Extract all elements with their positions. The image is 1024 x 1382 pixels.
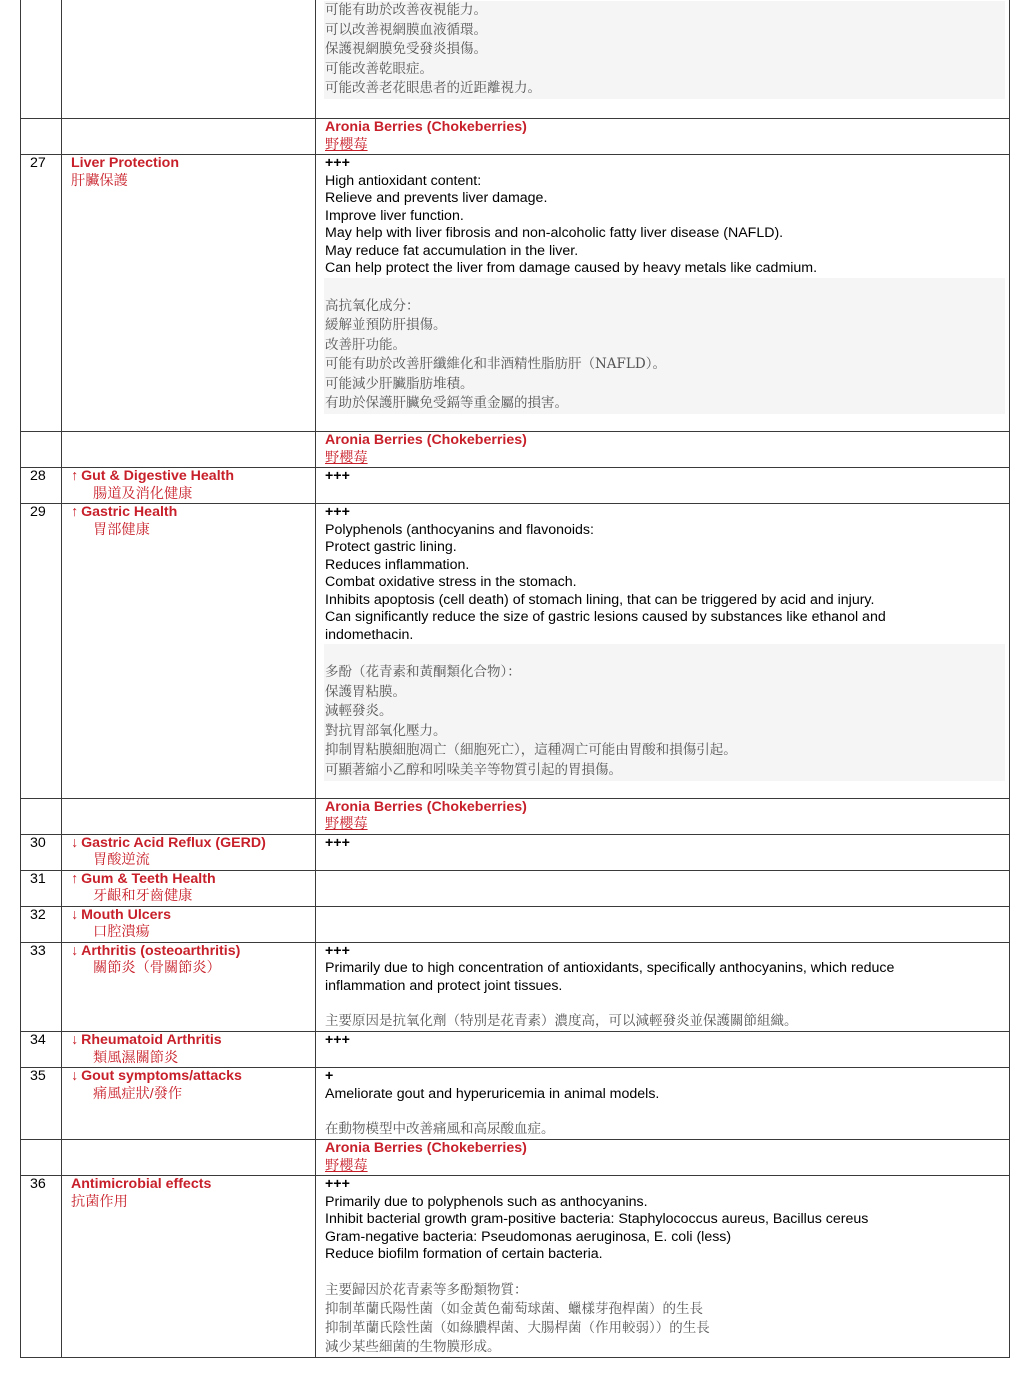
topic-label: Arthritis (osteoarthritis): [81, 942, 241, 959]
arrow-down-icon: ↓: [71, 906, 79, 923]
rating: +++: [325, 468, 350, 485]
topic-label: Gut & Digestive Health: [81, 468, 235, 485]
en-line: Can help protect the liver from damage caused by heavy metals like cadmium.: [325, 260, 818, 276]
topic-name-zh: 胃酸逆流: [93, 852, 150, 869]
topic-name-zh: 抗菌作用: [71, 1193, 128, 1210]
topic-label: Rheumatoid Arthritis: [81, 1032, 222, 1049]
table-row-29: [21, 504, 1010, 799]
zh-line: 有助於保護肝臟免受鎘等重金屬的損害。: [325, 395, 568, 412]
topic-label: Mouth Ulcers: [81, 906, 171, 923]
en-line: Inhibit bacterial growth gram-positive bacteria: Staphylococcus aureus, Bacillus cereus: [325, 1211, 869, 1228]
zh-line: 可能有助於改善肝纖維化和非酒精性脂肪肝（NAFLD）。: [325, 356, 666, 373]
row-number-cell: [21, 798, 62, 834]
topic-name-zh: 類風濕關節炎: [93, 1049, 179, 1066]
chinese-description-block: [324, 278, 1005, 415]
en-line: Primarily due to polyphenols such as anthocyanins.: [325, 1193, 648, 1210]
table-row-36: [21, 1176, 1010, 1358]
topic-cell: [62, 1176, 316, 1358]
rating: +: [325, 1068, 334, 1085]
source-cell: [316, 798, 1010, 834]
zh-line: 保護視網膜免受發炎損傷。: [325, 41, 487, 58]
topic-cell: [62, 0, 316, 119]
zh-line: 保護胃粘膜。: [325, 683, 406, 700]
topic-name-zh: 肝臟保護: [71, 172, 128, 189]
source-name-en: Aronia Berries (Chokeberries): [325, 119, 527, 135]
topic-cell: [62, 468, 316, 504]
topic-name-en: Liver Protection: [71, 155, 180, 171]
arrow-down-icon: ↓: [71, 1068, 79, 1085]
row-number: 28: [21, 468, 62, 504]
row-number-cell: [21, 119, 62, 155]
description-cell: [316, 906, 1010, 942]
description-cell: [316, 0, 1010, 119]
zh-line: 抑制革蘭氏陰性菌（如綠膿桿菌、大腸桿菌（作用較弱））的生長: [325, 1319, 710, 1336]
zh-line: 抑制胃粘膜細胞凋亡（細胞死亡），這種凋亡可能由胃酸和損傷引起。: [325, 742, 737, 759]
topic-cell: [62, 1140, 316, 1176]
source-header-row: [21, 432, 1010, 468]
table-row-34: [21, 1032, 1010, 1068]
en-line: May help with liver fibrosis and non-alcoholic fatty liver disease (NAFLD).: [325, 225, 784, 241]
row-number: 31: [21, 870, 62, 906]
zh-line: 改善肝功能。: [325, 336, 406, 353]
topic-name-en: [71, 871, 311, 889]
description-cell: [316, 504, 1010, 799]
source-name-zh: 野櫻莓: [325, 449, 368, 466]
row-number: 34: [21, 1032, 62, 1068]
en-line: Can significantly reduce the size of gastric lesions caused by substances like ethanol and indomethacin.: [325, 609, 886, 643]
table-row-35: [21, 1068, 1010, 1140]
description-cell: [316, 1176, 1010, 1358]
zh-line: 減輕發炎。: [325, 703, 393, 720]
source-name-zh: 野櫻莓: [325, 136, 368, 153]
table-row-continuation: [21, 0, 1010, 119]
topic-name-en: [71, 1032, 311, 1050]
topic-name-zh: 關節炎（骨關節炎）: [93, 960, 221, 977]
topic-cell: [62, 1032, 316, 1068]
en-line: Improve liver function.: [325, 207, 464, 224]
rating: +++: [325, 1176, 350, 1193]
en-line: Protect gastric lining.: [325, 539, 457, 556]
topic-cell: [62, 906, 316, 942]
topic-name-zh: 腸道及消化健康: [93, 485, 193, 502]
topic-name-en: [71, 1068, 311, 1086]
arrow-down-icon: ↓: [71, 1032, 79, 1049]
description-cell: [316, 870, 1010, 906]
topic-name-en: [71, 468, 311, 486]
rating: +++: [325, 834, 350, 851]
zh-line: 可能改善老花眼患者的近距離視力。: [325, 80, 541, 97]
table-row-30: [21, 834, 1010, 870]
en-line: Reduces inflammation.: [325, 556, 470, 573]
topic-name-en: [71, 943, 311, 961]
en-line: Relieve and prevents liver damage.: [325, 190, 548, 206]
zh-line: 可能減少肝臟脂肪堆積。: [325, 375, 474, 392]
row-number: 29: [21, 504, 62, 799]
row-number: 27: [21, 155, 62, 432]
topic-label: Gastric Acid Reflux (GERD): [81, 834, 266, 851]
arrow-down-icon: ↓: [71, 834, 79, 851]
source-cell: [316, 119, 1010, 155]
topic-name-zh: 痛風症狀/發作: [93, 1085, 183, 1102]
row-number: 36: [21, 1176, 62, 1358]
source-name-zh: 野櫻莓: [325, 816, 368, 833]
source-cell: [316, 1140, 1010, 1176]
source-header-row: [21, 119, 1010, 155]
topic-cell: [62, 942, 316, 1032]
en-line: High antioxidant content:: [325, 172, 482, 189]
source-name-en: Aronia Berries (Chokeberries): [325, 432, 527, 449]
arrow-up-icon: ↑: [71, 504, 79, 521]
en-line: May reduce fat accumulation in the liver.: [325, 242, 579, 259]
zh-line: 可能有助於改善夜視能力。: [325, 2, 487, 18]
benefits-table: [20, 0, 1010, 1358]
topic-name-en: [71, 907, 311, 925]
row-number: 35: [21, 1068, 62, 1140]
description-cell: [316, 1032, 1010, 1068]
en-line: Reduce biofilm formation of certain bacteria.: [325, 1246, 603, 1263]
zh-line: 主要原因是抗氧化劑（特別是花青素）濃度高，可以減輕發炎並保護關節組織。: [325, 1013, 798, 1030]
description-cell: [316, 1068, 1010, 1140]
rating: +++: [325, 942, 350, 959]
zh-line: 抑制革蘭氏陽性菌（如金黃色葡萄球菌、蠟樣芽孢桿菌）的生長: [325, 1300, 703, 1317]
source-name-zh: 野櫻莓: [325, 1157, 368, 1174]
arrow-up-icon: ↑: [71, 468, 79, 485]
row-number-cell: [21, 432, 62, 468]
row-number-cell: [21, 0, 62, 119]
zh-line: 對抗胃部氧化壓力。: [325, 722, 447, 739]
en-line: Gram-negative bacteria: Pseudomonas aeruginosa, E. coli (less): [325, 1228, 732, 1245]
table-row-33: [21, 942, 1010, 1032]
zh-line: 緩解並預防肝損傷。: [325, 317, 447, 334]
zh-line: 多酚（花青素和黃酮類化合物）：: [325, 664, 521, 681]
en-line: Inhibits apoptosis (cell death) of stomach lining, that can be triggered by acid and injury.: [325, 591, 875, 608]
topic-label: Gum & Teeth Health: [81, 870, 216, 887]
en-line: Combat oxidative stress in the stomach.: [325, 574, 577, 591]
en-line: Polyphenols (anthocyanins and flavonoids:: [325, 521, 594, 538]
topic-cell: [62, 798, 316, 834]
zh-line: 可能改善乾眼症。: [325, 60, 433, 77]
chinese-description-block: [324, 644, 1005, 781]
row-number: 30: [21, 834, 62, 870]
topic-cell: [62, 119, 316, 155]
zh-line: 在動物模型中改善痛風和高尿酸血症。: [325, 1121, 555, 1138]
topic-cell: [62, 1068, 316, 1140]
topic-name-en: Antimicrobial effects: [71, 1176, 212, 1193]
description-cell: [316, 468, 1010, 504]
zh-line: 主要歸因於花青素等多酚類物質：: [325, 1281, 528, 1298]
topic-cell: [62, 155, 316, 432]
chinese-description: [325, 1281, 1005, 1357]
arrow-down-icon: ↓: [71, 942, 79, 959]
row-number: 32: [21, 906, 62, 942]
table-row-32: [21, 906, 1010, 942]
topic-name-zh: 牙齦和牙齒健康: [93, 888, 193, 905]
chinese-description-block: [324, 1, 1005, 99]
topic-label: Gout symptoms/attacks: [81, 1068, 242, 1085]
chinese-description: [325, 1012, 1005, 1031]
topic-cell: [62, 834, 316, 870]
rating: +++: [325, 155, 350, 171]
zh-line: 減少某些細菌的生物膜形成。: [325, 1338, 501, 1355]
en-line: Ameliorate gout and hyperuricemia in animal models.: [325, 1085, 660, 1102]
topic-name-en: [71, 835, 311, 853]
table-row-31: [21, 870, 1010, 906]
source-cell: [316, 432, 1010, 468]
source-header-row: [21, 798, 1010, 834]
topic-name-en: [71, 504, 311, 522]
topic-name-zh: 胃部健康: [93, 521, 150, 538]
zh-line: 高抗氧化成分：: [325, 297, 420, 314]
source-name-en: Aronia Berries (Chokeberries): [325, 1140, 527, 1157]
topic-label: Gastric Health: [81, 504, 178, 521]
en-line: Primarily due to high concentration of antioxidants, specifically anthocyanins, which reduce inflammation and protect joint tissues.: [325, 960, 895, 994]
table-row-27: [21, 155, 1010, 432]
arrow-up-icon: ↑: [71, 870, 79, 887]
description-cell: [316, 155, 1010, 432]
row-number-cell: [21, 1140, 62, 1176]
chinese-description: [325, 1120, 1005, 1139]
row-number: 33: [21, 942, 62, 1032]
rating: +++: [325, 504, 350, 521]
topic-cell: [62, 870, 316, 906]
description-cell: [316, 942, 1010, 1032]
topic-name-zh: 口腔潰瘍: [93, 924, 150, 941]
description-cell: [316, 834, 1010, 870]
rating: +++: [325, 1032, 350, 1049]
zh-line: 可顯著縮小乙醇和吲哚美辛等物質引起的胃損傷。: [325, 762, 622, 779]
source-name-en: Aronia Berries (Chokeberries): [325, 798, 527, 815]
source-header-row: [21, 1140, 1010, 1176]
topic-cell: [62, 504, 316, 799]
topic-cell: [62, 432, 316, 468]
table-row-28: [21, 468, 1010, 504]
zh-line: 可以改善視網膜血液循環。: [325, 21, 487, 38]
